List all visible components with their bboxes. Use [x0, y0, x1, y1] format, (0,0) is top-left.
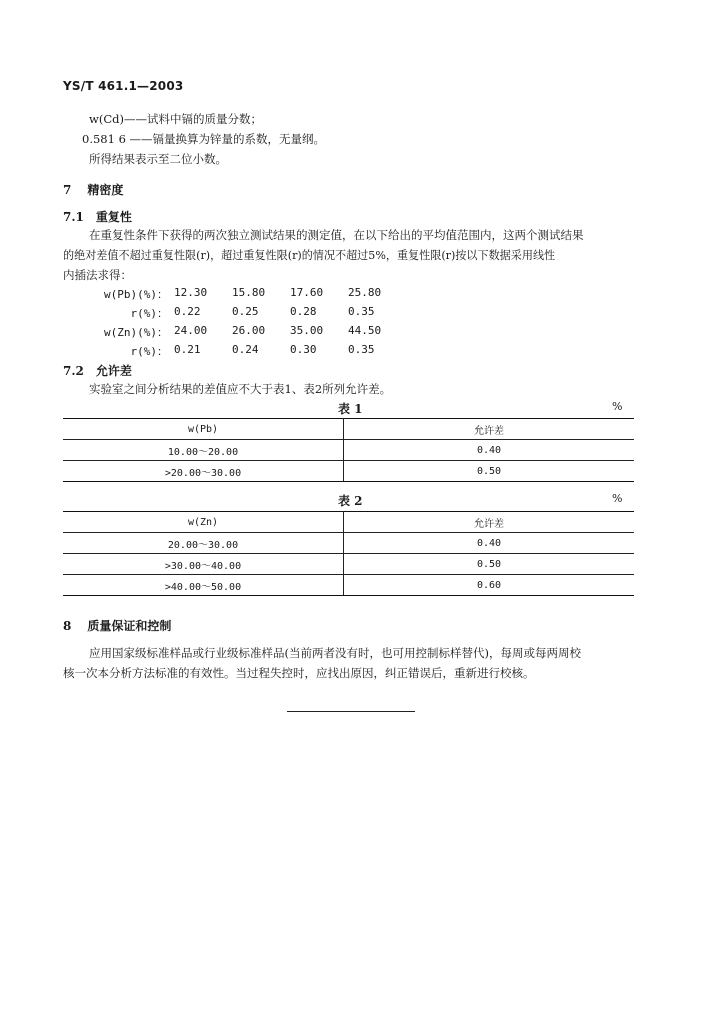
precision-value: 0.30 — [290, 343, 317, 356]
table-cell: 0.60 — [344, 575, 635, 596]
repeatability-para-line1: 在重复性条件下获得的两次独立测试结果的测定值，在以下给出的平均值范围内，这两个测试结果 — [89, 228, 584, 242]
precision-value: 24.00 — [174, 324, 208, 337]
precision-value: 25.80 — [348, 286, 382, 299]
precision-value: 0.24 — [232, 343, 259, 356]
definition-factor: 0.581 6 ——镉量换算为锌量的系数，无量纲。 — [82, 132, 326, 146]
section-7-number: 7 — [63, 183, 72, 197]
table-row — [63, 533, 634, 554]
table-cell: 0.40 — [344, 533, 635, 554]
table-row — [63, 419, 634, 440]
precision-value: 12.30 — [174, 286, 208, 299]
table-header-cell: w(Zn) — [63, 512, 344, 533]
table-1-caption: 表 1 — [338, 402, 363, 416]
section-7-title: 精密度 — [87, 183, 124, 197]
precision-label-wpb: w(Pb)(%)： — [104, 288, 168, 301]
table-cell: 20.00～30.00 — [63, 533, 344, 554]
repeatability-para-line3: 内插法求得： — [63, 268, 132, 282]
section-7-2-number: 7.2 — [63, 364, 84, 378]
table-row — [63, 461, 634, 482]
table-header-cell: w(Pb) — [63, 419, 344, 440]
table-row — [63, 512, 634, 533]
precision-value: 0.21 — [174, 343, 201, 356]
precision-label-r-pb: r(%)： — [130, 307, 168, 320]
precision-value: 0.22 — [174, 305, 201, 318]
table-cell: 0.50 — [344, 461, 635, 482]
repeatability-para-line2: 的绝对差值不超过重复性限(r)，超过重复性限(r)的情况不超过5%，重复性限(r)按以下数据采用线性 — [63, 249, 556, 262]
table-cell: 0.40 — [344, 440, 635, 461]
precision-label-wzn: w(Zn)(%)： — [104, 326, 168, 339]
table-2 — [63, 511, 634, 596]
table-row — [63, 440, 634, 461]
table-cell: >30.00～40.00 — [63, 554, 344, 575]
definition-cd: w(Cd)——试料中镉的质量分数； — [89, 112, 262, 126]
tolerance-para: 实验室之间分析结果的差值应不大于表1、表2所列允许差。 — [89, 382, 392, 396]
precision-value: 15.80 — [232, 286, 266, 299]
section-8-heading — [63, 617, 171, 634]
precision-value: 26.00 — [232, 324, 266, 337]
table-cell: >20.00～30.00 — [63, 461, 344, 482]
rounding-note: 所得结果表示至二位小数。 — [89, 152, 227, 166]
table-header-cell: 允许差 — [344, 419, 635, 440]
precision-value: 0.28 — [290, 305, 317, 318]
section-7-1-heading — [63, 208, 132, 225]
precision-label-r-zn: r(%)： — [130, 345, 168, 358]
precision-value: 44.50 — [348, 324, 382, 337]
table-row — [63, 554, 634, 575]
section-7-heading — [63, 181, 123, 198]
section-7-2-heading — [63, 362, 132, 379]
table-cell: >40.00～50.00 — [63, 575, 344, 596]
quality-para-line2: 核一次本分析方法标准的有效性。当过程失控时，应找出原因，纠正错误后，重新进行校核。 — [63, 666, 535, 680]
precision-value: 0.35 — [348, 305, 375, 318]
table-2-unit: % — [612, 492, 623, 505]
section-8-title: 质量保证和控制 — [87, 619, 172, 633]
section-7-1-title: 重复性 — [95, 210, 132, 224]
table-row — [63, 575, 634, 596]
table-1-unit: % — [612, 400, 623, 413]
precision-value: 0.35 — [348, 343, 375, 356]
end-of-document-rule — [287, 711, 415, 712]
precision-value: 17.60 — [290, 286, 324, 299]
precision-value: 0.25 — [232, 305, 259, 318]
table-1 — [63, 418, 634, 482]
table-cell: 10.00～20.00 — [63, 440, 344, 461]
quality-para-line1: 应用国家级标准样品或行业级标准样品(当前两者没有时，也可用控制标样替代)，每周或每两周校 — [89, 646, 581, 660]
table-2-caption: 表 2 — [338, 494, 363, 508]
table-cell: 0.50 — [344, 554, 635, 575]
section-7-2-title: 允许差 — [95, 364, 132, 378]
table-header-cell: 允许差 — [344, 512, 635, 533]
section-7-1-number: 7.1 — [63, 210, 84, 224]
precision-value: 35.00 — [290, 324, 324, 337]
section-8-number: 8 — [63, 619, 72, 633]
standard-code-header: YS/T 461.1—2003 — [63, 79, 184, 93]
